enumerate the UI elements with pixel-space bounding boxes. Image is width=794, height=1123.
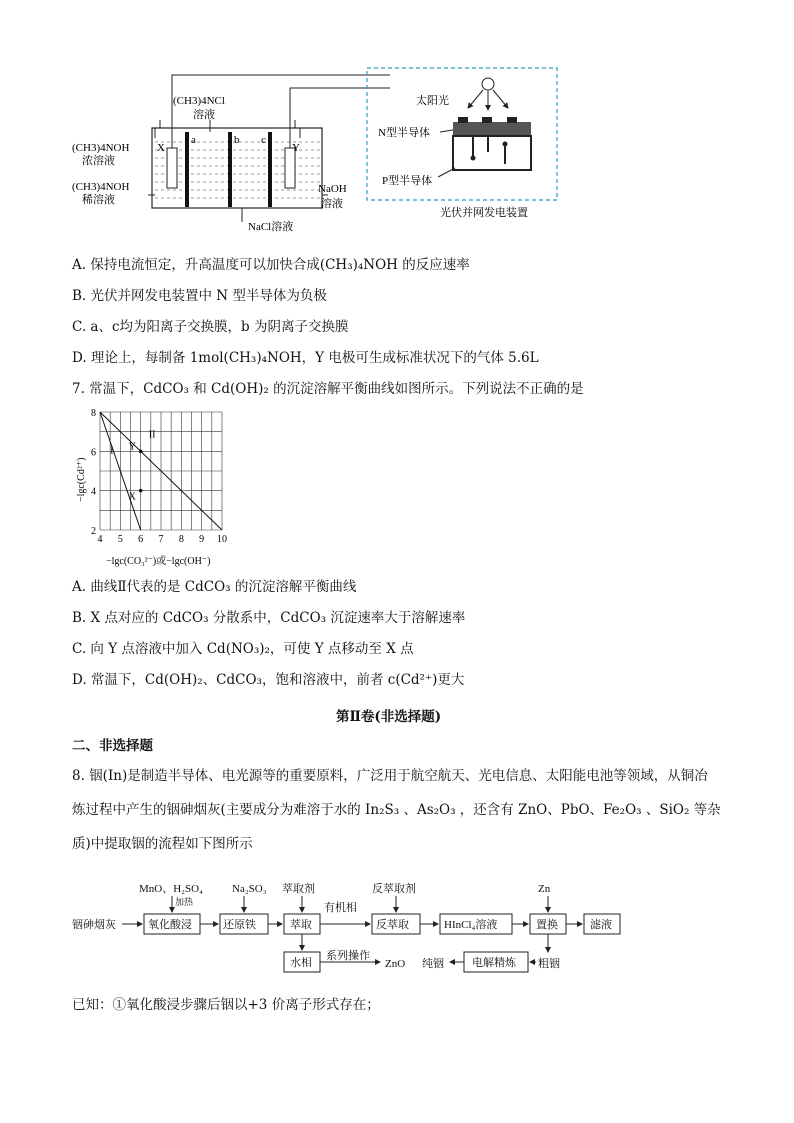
y-tick-label: 6: [91, 447, 96, 459]
label-right-bottom-sub: 溶液: [321, 198, 343, 210]
label-left-bottom-sub: 稀溶液: [82, 194, 115, 206]
flow-reagent3: 萃取剂: [282, 883, 315, 895]
label-p-type: P型半导体: [382, 175, 433, 187]
q8-line3: 质)中提取铟的流程如下图所示: [72, 836, 253, 852]
label-left-top-sub: 浓溶液: [82, 155, 115, 167]
label-sun: 太阳光: [416, 95, 449, 107]
x-tick-label: 7: [158, 534, 164, 545]
label-c: c: [261, 134, 266, 146]
flow-box4: 反萃取: [376, 919, 409, 931]
flow-reagent2: Na₂SO₃: [232, 883, 267, 895]
electrode-y: [285, 148, 295, 188]
flow-box2: 还原铁: [223, 919, 256, 931]
flow-crude: 粗铟: [538, 958, 560, 970]
label-left-top: (CH3)4NOH: [72, 142, 130, 154]
q6-option-d: D. 理论上，每制备 1mol(CH₃)₄NOH，Y 电极可生成标准状况下的气体 5.6L: [72, 350, 539, 366]
label-left-bottom: (CH3)4NOH: [72, 181, 130, 193]
x-tick-label: 10: [217, 534, 227, 545]
point-label-Y: Y: [128, 441, 136, 453]
series-label-II: II: [148, 429, 156, 441]
flow-reagent1-cond: 加热: [175, 897, 194, 907]
label-n-type: N型半导体: [378, 127, 430, 139]
flow-series-op: 系列操作: [326, 950, 370, 962]
label-right-bottom: NaOH: [318, 183, 347, 195]
q7-option-c: C. 向 Y 点溶液中加入 Cd(NO₃)₂，可使 Y 点移动至 X 点: [72, 641, 414, 657]
membrane-b: [228, 132, 232, 207]
point-X: [139, 489, 143, 493]
x-tick-label: 8: [178, 534, 184, 545]
q6-option-c: C. a、c均为阳离子交换膜，b 为阴离子交换膜: [72, 319, 349, 335]
flow-box9: 电解精炼: [472, 957, 516, 969]
x-tick-label: 5: [117, 534, 123, 545]
label-a: a: [191, 134, 196, 146]
chart-ylabel: −lgc(Cd²⁺): [76, 457, 87, 502]
flow-reagent5: Zn: [538, 883, 551, 895]
y-tick-label: 8: [91, 408, 96, 419]
x-tick-label: 6: [138, 534, 144, 545]
flow-box6: 置换: [536, 919, 558, 931]
flow-reagent1: MnO、H₂SO₄: [139, 883, 203, 895]
label-device: 光伏并网发电装置: [440, 207, 528, 219]
y-tick-label: 4: [91, 486, 96, 498]
flow-box8: 水相: [290, 957, 312, 969]
q7-option-a: A. 曲线Ⅱ代表的是 CdCO₃ 的沉淀溶解平衡曲线: [72, 579, 357, 595]
part-title: 二、非选择题: [72, 738, 153, 754]
q8-line2: 炼过程中产生的铟砷烟灰(主要成分为难溶于水的 In₂S₃ 、As₂O₃ ，还含有 ZnO、PbO、Fe₂O₃ 、SiO₂ 等杂: [72, 802, 721, 818]
electrode-x: [167, 148, 177, 188]
flow-box1: 氧化酸浸: [148, 919, 192, 931]
membrane-c: [268, 132, 272, 207]
point-label-X: X: [128, 491, 136, 503]
flow-organic: 有机相: [324, 902, 357, 914]
x-tick-label: 9: [199, 534, 205, 545]
flow-box3: 萃取: [290, 919, 312, 931]
label-bottom: NaCl溶液: [248, 221, 294, 233]
y-tick-label: 2: [91, 526, 96, 537]
q7-stem: 7. 常温下，CdCO₃ 和 Cd(OH)₂ 的沉淀溶解平衡曲线如图所示。下列说法不正确的是: [72, 381, 584, 397]
q8-line1: 8. 铟(In)是制造半导体、电光源等的重要原料，广泛用于航空航天、光电信息、太阳能电池等领域，从铜冶: [72, 768, 708, 784]
q6-option-b: B. 光伏并网发电装置中 N 型半导体为负极: [72, 288, 327, 304]
volume-title: 第Ⅱ卷(非选择题): [336, 709, 442, 725]
flow-pure: 纯铟: [422, 958, 444, 970]
label-x: X: [157, 142, 165, 154]
flow-reagent4: 反萃取剂: [372, 883, 416, 895]
known-condition: 已知：①氧化酸浸步骤后铟以+3 价离子形式存在；: [72, 997, 380, 1013]
label-top-reagent: (CH3)4NCl: [173, 95, 225, 107]
electrolysis-diagram: [60, 60, 580, 245]
sun-icon: [468, 78, 508, 110]
flow-box7: 滤液: [590, 919, 612, 931]
chart-xlabel: −lgc(CO₃²⁻)或−lgc(OH⁻): [106, 556, 211, 567]
x-tick-label: 4: [97, 534, 103, 545]
q6-option-a: A. 保持电流恒定，升高温度可以加快合成(CH₃)₄NOH 的反应速率: [72, 257, 470, 273]
solubility-chart: [72, 404, 242, 569]
q7-option-d: D. 常温下，Cd(OH)₂、CdCO₃，饱和溶液中，前者 c(Cd²⁺)更大: [72, 672, 465, 688]
flow-zno: ZnO: [385, 958, 406, 970]
q7-option-b: B. X 点对应的 CdCO₃ 分散系中，CdCO₃ 沉淀速率大于溶解速率: [72, 610, 466, 626]
point-Y: [139, 450, 143, 454]
label-top-reagent-sub: 溶液: [193, 109, 215, 121]
label-b: b: [234, 134, 240, 146]
label-y: Y: [292, 142, 300, 154]
indium-flowchart: [72, 872, 632, 982]
flow-input: 铟砷烟灰: [72, 919, 116, 931]
flow-box5: HInCl₄溶液: [444, 919, 498, 931]
series-label-I: I: [110, 445, 114, 457]
membrane-a: [185, 132, 189, 207]
